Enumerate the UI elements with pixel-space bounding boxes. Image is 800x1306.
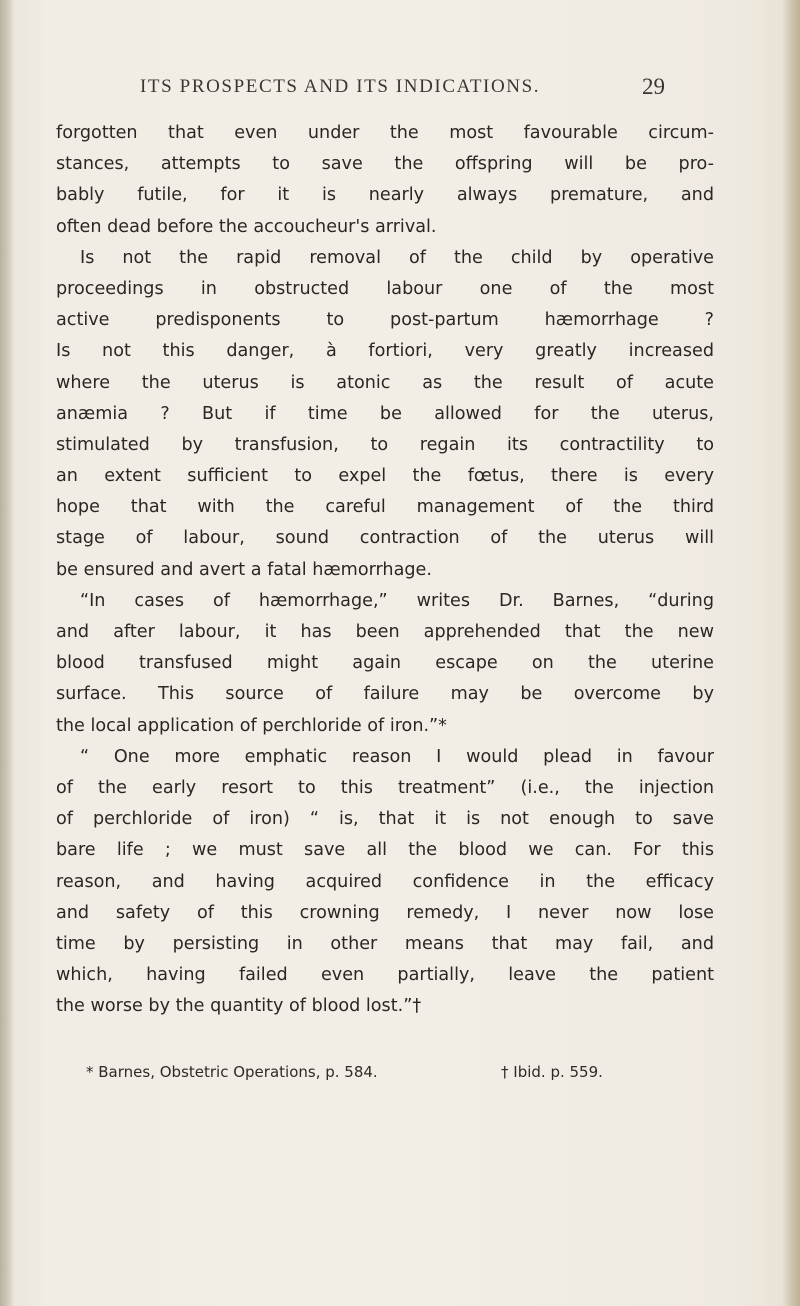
text-line: be ensured and avert a fatal hæmorrhage. [56,559,432,580]
page-number: 29 [642,74,665,99]
page-edge-foxing [782,0,800,1306]
text-line: Is not the rapid removal of the child by operative [80,247,714,268]
text-line: often dead before the accoucheur's arrival. [56,216,437,237]
text-line: Is not this danger, à fortiori, very greatly increased [56,341,714,362]
text-line: where the uterus is atonic as the result of acute [56,372,714,393]
text-line: the local application of perchloride of iron.”* [56,715,447,736]
text-line: forgotten that even under the most favourable circum- [56,123,714,143]
text-line: bably futile, for it is nearly always premature, and [56,185,714,206]
page-header [140,76,665,108]
footnotes [86,1063,646,1091]
text-line: anæmia ? But if time be allowed for the uterus, [56,403,714,424]
text-line: and after labour, it has been apprehended that the new [56,622,714,642]
text-line: bare life ; we must save all the blood we can. For this [56,840,714,861]
text-line: an extent sufficient to expel the fœtus, there is every [56,466,714,487]
text-line: “ One more emphatic reason I would plead in favour [80,746,714,767]
text-line: reason, and having acquired confidence in the efficacy [56,871,714,892]
footnote-barnes: * Barnes, Obstetric Operations, p. 584. [86,1063,378,1081]
running-head: ITS PROSPECTS AND ITS INDICATIONS. [140,76,541,97]
text-line: surface. This source of failure may be overcome by [56,684,714,705]
text-line: which, having failed even partially, leave the patient [56,965,714,986]
text-line: of perchloride of iron) “ is, that it is not enough to save [56,809,714,830]
body-text [56,118,714,1022]
text-line: the worse by the quantity of blood lost.”† [56,996,422,1017]
text-line: active predisponents to post-partum hæmorrhage ? [56,310,714,331]
text-line: proceedings in obstructed labour one of the most [56,278,714,299]
text-line: time by persisting in other means that may fail, and [56,933,714,954]
text-line: stances, attempts to save the offspring will be pro- [56,154,714,175]
text-line: “In cases of hæmorrhage,” writes Dr. Barnes, “during [80,590,714,611]
footnote-ibid: † Ibid. p. 559. [501,1063,603,1081]
text-line: and safety of this crowning remedy, I never now lose [56,902,714,923]
text-line: stimulated by transfusion, to regain its contractility to [56,434,714,455]
text-line: of the early resort to this treatment” (i.e., the injection [56,777,714,798]
page-gutter-shadow [0,0,14,1306]
text-line: hope that with the careful management of the third [56,497,714,518]
text-line: stage of labour, sound contraction of the uterus will [56,528,714,549]
text-line: blood transfused might again escape on the uterine [56,653,714,674]
